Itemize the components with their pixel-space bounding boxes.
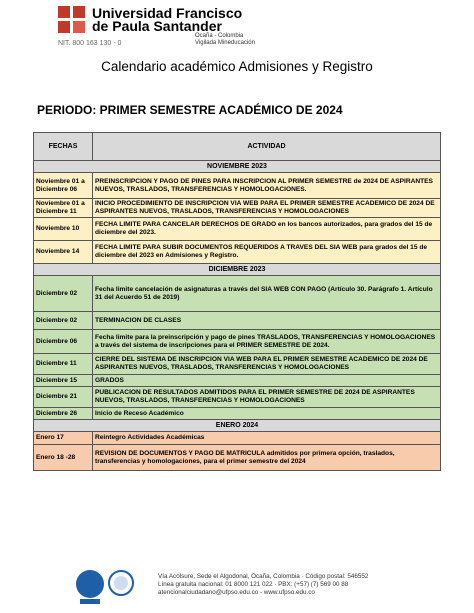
period-heading: PERIODO: PRIMER SEMESTRE ACADÉMICO DE 2024	[37, 103, 343, 117]
iso-label-icon	[80, 599, 100, 604]
row-date: Diciembre 15	[34, 375, 93, 387]
table-row	[34, 354, 441, 375]
row-date: Noviembre 01 a Diciembre 06	[34, 173, 93, 199]
footer-phone-line: Línea gratuita nacional: 01 8000 121 022 · PBX: (+57) (7) 569 00 88	[158, 581, 349, 588]
row-date: Noviembre 10	[34, 218, 93, 241]
university-logo	[58, 6, 88, 36]
row-date: Diciembre 02	[34, 276, 93, 312]
table-row	[34, 218, 441, 241]
section-header-diciembre: DICIEMBRE 2023	[34, 264, 441, 276]
table-row	[34, 241, 441, 264]
icontec-certification-icon	[76, 570, 104, 598]
vigilada-label: Vigilada Mineducación	[195, 40, 255, 46]
row-activity: Reintegro Actividades Académicas	[93, 432, 441, 445]
row-date: Noviembre 14	[34, 241, 93, 264]
footer-address-line: Vía Acolsure, Sede el Algodonal, Ocaña, Colombia · Código postal: 546552	[158, 573, 369, 580]
page-title: Calendario académico Admisiones y Registro	[101, 59, 373, 74]
column-header-fechas: FECHAS	[34, 133, 93, 161]
row-date: Diciembre 02	[34, 312, 93, 330]
row-date: Diciembre 06	[34, 330, 93, 354]
table-row	[34, 445, 441, 471]
page-footer	[0, 568, 474, 613]
table-row	[34, 312, 441, 330]
row-activity: PUBLICACION DE RESULTADOS ADMITIDOS PARA EL PRIMER SEMESTRE DE 2024 DE ASPIRANTES NUEVOS, TRASLADOS, TRANSFERENCIAS Y HOMOLOGACIONES	[93, 387, 441, 408]
table-row	[34, 199, 441, 218]
row-activity: Fecha limite cancelación de asignaturas a través del SIA WEB CON PAGO (Artículo 30. Parágrafo 1. Artículo 31 del Acuerdo 51 de 2019)	[93, 276, 441, 312]
row-date: Noviembre 01 a Diciembre 11	[34, 199, 93, 218]
table-row	[34, 330, 441, 354]
row-activity: TERMINACION DE CLASES	[93, 312, 441, 330]
row-activity: FECHA LIMITE PARA SUBIR DOCUMENTOS REQUERIDOS A TRAVES DEL SIA WEB para grados del 15 de diciembre del 2023 en Admisiones y Registro.	[93, 241, 441, 264]
university-name-line2: de Paula Santander	[92, 18, 222, 34]
university-location: Ocaña - Colombia	[195, 33, 244, 39]
university-name-line1: Universidad Francisco	[92, 5, 243, 21]
row-activity: PREINSCRIPCION Y PAGO DE PINES PARA INSCRIPCION AL PRIMER SEMESTRE de 2024 DE ASPIRANTES NUEVOS, TRASLADOS, TRANSFERENCIAS Y HOMOLOGACIONES.	[93, 173, 441, 199]
row-activity: GRADOS	[93, 375, 441, 387]
section-header-enero: ENERO 2024	[34, 420, 441, 432]
row-activity: CIERRE DEL SISTEMA DE INSCRIPCION VIA WEB PARA EL PRIMER SEMESTRE ACADEMICO DE 2024 DE ASPIRANTES NUEVOS, TRASLADOS, TRANSFERENCIAS Y HOMOLOGACIONES	[93, 354, 441, 375]
table-row	[34, 387, 441, 408]
row-activity: FECHA LIMITE PARA CANCELAR DERECHOS DE GRADO en los bancos autorizados, para grados del 15 de diciembre del 2023.	[93, 218, 441, 241]
row-activity: Fecha limite para la preinscripción y pago de pines TRASLADOS, TRANSFERENCIAS Y HOMOLOGACIONES a través del sistema de inscripciones para el PRIMER SEMESTRE DE 2024.	[93, 330, 441, 354]
row-date: Diciembre 26	[34, 408, 93, 420]
footer-address	[158, 573, 368, 597]
table-header-row	[34, 133, 441, 161]
footer-contact-link[interactable]: atencionalciudadano@ufpso.edu.co - www.ufpso.edu.co	[158, 589, 315, 596]
nit-number: NIT. 800 163 130 - 0	[58, 40, 122, 47]
table-row	[34, 432, 441, 445]
table-row	[34, 173, 441, 199]
row-activity: INICIO PROCEDIMIENTO DE INSCRIPCION VIA WEB PARA EL PRIMER SEMESTRE ACADEMICO DE 2024 DE ASPIRANTES NUEVOS, TRASLADOS, TRANSFERENCIAS Y HOMOLOGACIONES	[93, 199, 441, 218]
row-date: Diciembre 11	[34, 354, 93, 375]
seal-inner-icon	[114, 576, 128, 590]
table-row	[34, 375, 441, 387]
row-activity: Inicio de Receso Académico	[93, 408, 441, 420]
row-date: Enero 18 -28	[34, 445, 93, 471]
calendar-table	[33, 132, 441, 471]
column-header-actividad: ACTIVIDAD	[93, 133, 441, 161]
section-header-noviembre: NOVIEMBRE 2023	[34, 161, 441, 173]
row-date: Enero 17	[34, 432, 93, 445]
row-date: Diciembre 21	[34, 387, 93, 408]
table-row	[34, 276, 441, 312]
table-row	[34, 408, 441, 420]
row-activity: REVISION DE DOCUMENTOS Y PAGO DE MATRICULA admitidos por primera opción, traslados, transferencias y homologaciones, para el primer semestre del 2024	[93, 445, 441, 471]
